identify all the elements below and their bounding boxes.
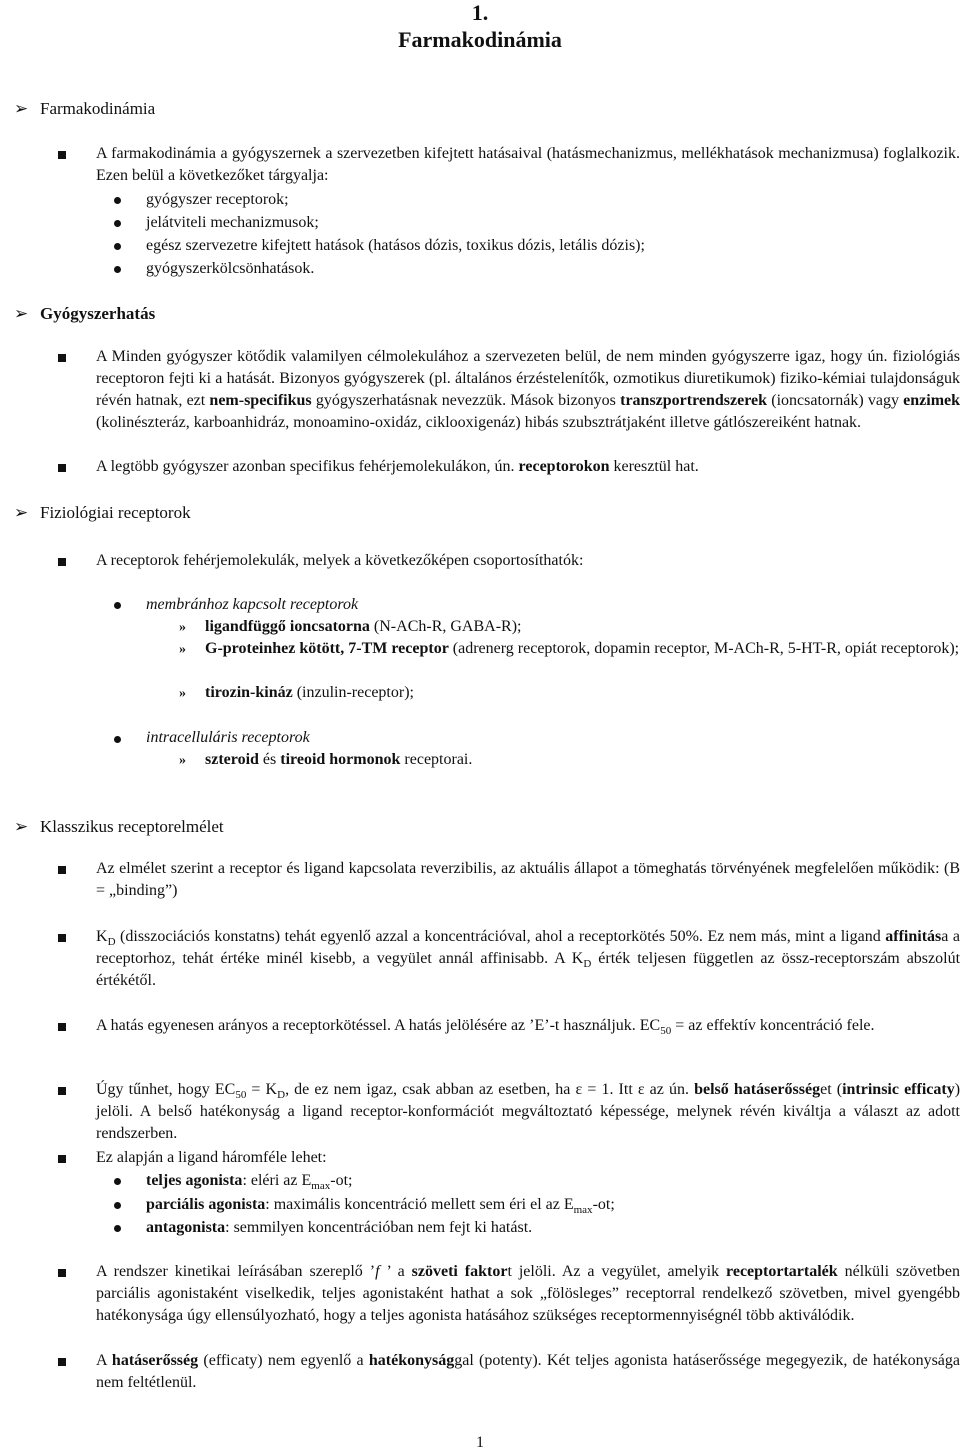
round-bullet-icon: [114, 220, 121, 227]
chevron-bullet-icon: »: [179, 642, 186, 657]
chevron-bullet-icon: »: [179, 620, 186, 635]
list-item: ligandfüggő ioncsatorna (N-ACh-R, GABA-R);: [205, 618, 522, 635]
section-heading-gyogyszerhatas: ➢ Gyógyszerhatás: [14, 304, 156, 323]
round-bullet-icon: [114, 736, 121, 743]
list-item: teljes agonista: eléri az $E_{max}-ot$;: [146, 1172, 353, 1193]
paragraph: A legtöbb gyógyszer azonban specifikus fehérjemolekulákon, ún. receptorokon keresztül hat.: [96, 458, 699, 475]
paragraph: Ez alapján a ligand háromféle lehet:: [96, 1149, 327, 1166]
chapter-number: 1.: [471, 0, 489, 25]
page-title: Farmakodinámia: [398, 27, 562, 52]
paragraph: A rendszer kinetikai leírásában szereplő ’f ’ a szöveti faktort jelöli. Az a vegyület, amelyik receptortartalék nélküli szövetben parciális agonistaként viselkedik, teljes agonistaként hathat a sok „fölösleges” receptorral rendelkező szövetben, mivel gyengébb hatékonysága úgy ellensúlyozható, hogy a teljes agonista hatásához szükséges receptormennyiségnél több aktiválódik.: [96, 1263, 960, 1324]
paragraph: A hatáserősség (efficaty) nem egyenlő a hatékonysággal (potenty). Két teljes agonista hatáserőssége megegyezik, de hatékonysága nem feltétlenül.: [96, 1352, 960, 1391]
list-item: parciális agonista: maximális koncentráció mellett sem éri el az $E_{max}-ot$;: [146, 1196, 615, 1217]
list-item: egész szervezetre kifejtett hatások (hatásos dózis, toxikus dózis, letális dózis);: [146, 237, 645, 254]
paragraph: $K_D$ (disszociációs konstatns) tehát egyenlő azzal a koncentrációval, ahol a receptorkötés 50%. Ez nem más, mint a ligand affinitása a receptorhoz, tehát értéke minél kisebb, a vegyület annál affinisabb. A $K_D$ érték teljesen független az össz-receptorszám abszolút értékétől.: [96, 928, 960, 989]
paragraph: A farmakodinámia a gyógyszernek a szervezetben kifejtett hatásaival (hatásmechanizmus, mellékhatások mechanizmusa) foglalkozik. Ezen belül a következőket tárgyalja:: [96, 145, 960, 184]
square-bullet-icon: [58, 1269, 66, 1277]
arrow-bullet-icon: ➢: [14, 99, 29, 118]
square-bullet-icon: [58, 1023, 66, 1031]
paragraph: Úgy tűnhet, hogy $EC_{50} = K_D$, de ez nem igaz, csak abban az esetben, ha ε = 1. Itt ε az ún. belső hatáserősséget (intrinsic efficaty) jelöli. A belső hatékonyság a ligand receptor-konformációt megváltoztató képessége, melynek révén kiváltja a választ az adott rendszerben.: [96, 1081, 960, 1142]
list-item: gyógyszerkölcsönhatások.: [146, 260, 315, 277]
round-bullet-icon: [114, 1178, 121, 1185]
group-title: membránhoz kapcsolt receptorok: [146, 596, 359, 613]
square-bullet-icon: [58, 1087, 66, 1095]
square-bullet-icon: [58, 558, 66, 566]
round-bullet-icon: [114, 602, 121, 609]
square-bullet-icon: [58, 1358, 66, 1366]
round-bullet-icon: [114, 197, 121, 204]
square-bullet-icon: [58, 934, 66, 942]
round-bullet-icon: [114, 1202, 121, 1209]
arrow-bullet-icon: ➢: [14, 817, 29, 836]
arrow-bullet-icon: ➢: [14, 503, 29, 522]
list-item: jelátviteli mechanizmusok;: [146, 214, 319, 231]
list-item: gyógyszer receptorok;: [146, 191, 289, 208]
square-bullet-icon: [58, 151, 66, 159]
round-bullet-icon: [114, 266, 121, 273]
arrow-bullet-icon: ➢: [14, 304, 29, 323]
page-number: 1: [476, 1434, 484, 1451]
round-bullet-icon: [114, 243, 121, 250]
square-bullet-icon: [58, 464, 66, 472]
round-bullet-icon: [114, 1225, 121, 1232]
group-title: intracelluláris receptorok: [146, 729, 310, 746]
section-heading-farmakodinamia: ➢ Farmakodinámia: [14, 99, 156, 118]
list-item: tirozin-kináz (inzulin-receptor);: [205, 684, 414, 701]
section-heading-klasszikus-receptorelmelet: ➢ Klasszikus receptorelmélet: [14, 817, 224, 836]
list-item: G-proteinhez kötött, 7-TM receptor (adrenerg receptorok, dopamin receptor, M-ACh-R, 5-HT-R, opiát receptorok);: [205, 640, 960, 657]
paragraph: A Minden gyógyszer kötődik valamilyen célmolekulához a szervezeten belül, de nem minden gyógyszerre igaz, hogy ún. fiziológiás receptoron fejti ki a hatását. Bizonyos gyógyszerek (pl. általános érzéstelenítők, ozmotikus diuretikumok) fiziko-kémiai tulajdonságuk révén hatnak, ezt nem-specifikus gyógyszerhatásnak nevezzük. Mások bizonyos transzportrendszerek (ioncsatornák) vagy enzimek (kolinészteráz, karboanhidráz, monoamino-oxidáz, ciklooxigenáz) hibás szubsztrátjaként illetve gátlószereiként hatnak.: [96, 348, 960, 431]
list-item: szteroid és tireoid hormonok receptorai.: [205, 751, 473, 768]
square-bullet-icon: [58, 354, 66, 362]
section-heading-fiziologiai-receptorok: ➢ Fiziológiai receptorok: [14, 503, 191, 522]
square-bullet-icon: [58, 1155, 66, 1163]
square-bullet-icon: [58, 866, 66, 874]
chevron-bullet-icon: »: [179, 753, 186, 768]
list-item: antagonista: semmilyen koncentrációban nem fejt ki hatást.: [146, 1219, 533, 1236]
paragraph: A receptorok fehérjemolekulák, melyek a következőképen csoportosíthatók:: [96, 552, 584, 569]
paragraph: Az elmélet szerint a receptor és ligand kapcsolata reverzibilis, az aktuális állapot a tömeghatás törvényének megfelelően működik: (B = „binding”): [96, 860, 960, 899]
chevron-bullet-icon: »: [179, 686, 186, 701]
paragraph: A hatás egyenesen arányos a receptorkötéssel. A hatás jelölésére az ’E’-t használjuk. $EC_{50}$ = az effektív koncentráció fele.: [96, 1017, 875, 1038]
